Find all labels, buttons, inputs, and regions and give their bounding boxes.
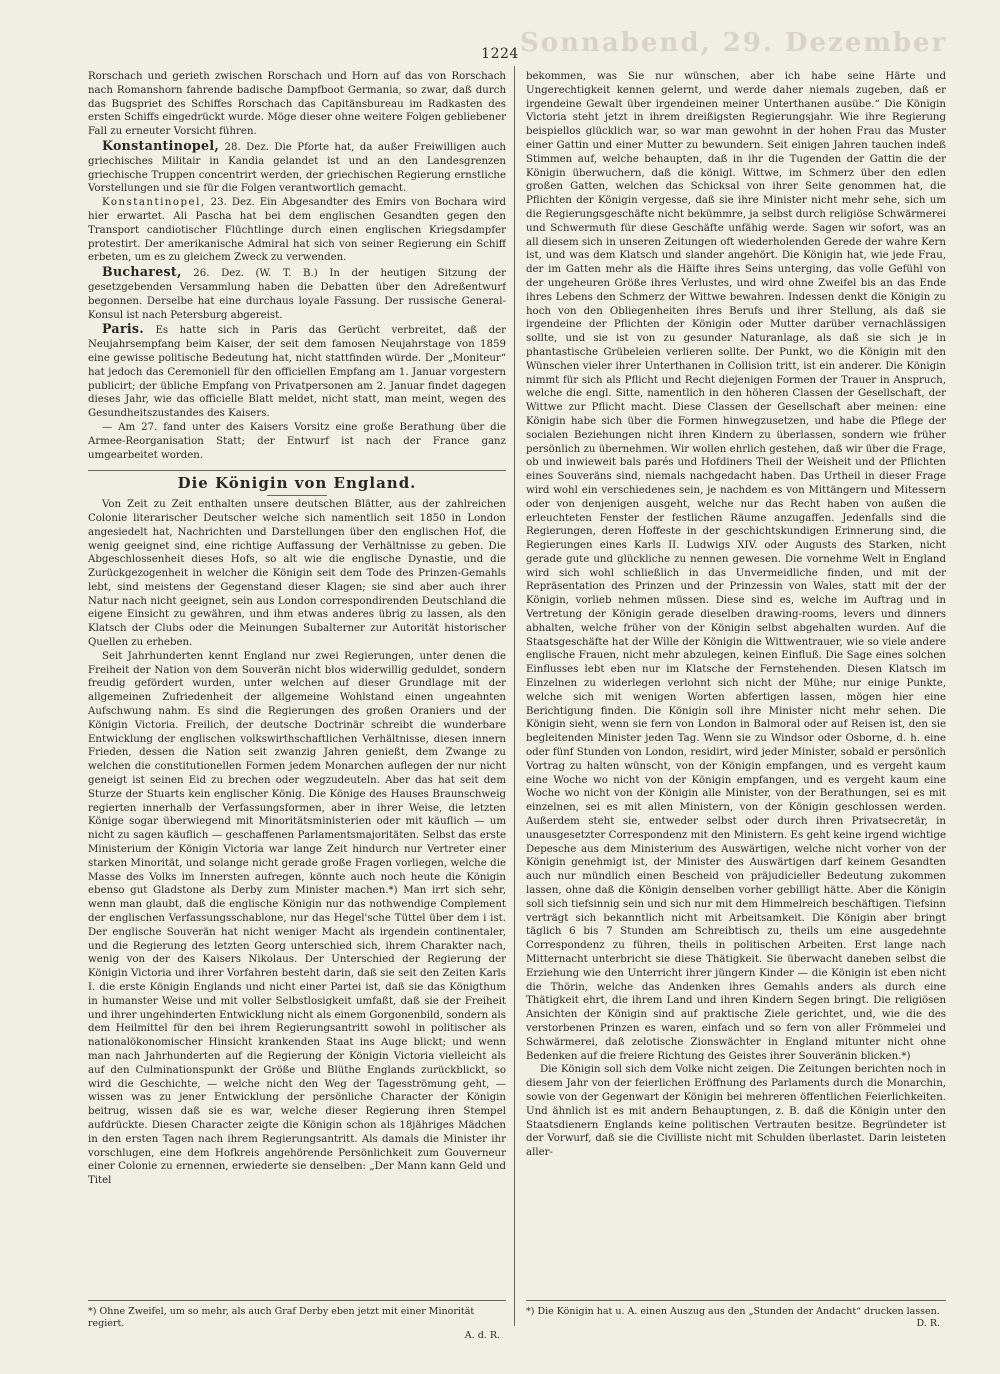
news-item-paris <box>88 322 506 421</box>
page-number: 1224 <box>481 46 519 62</box>
title-rule <box>267 495 327 496</box>
footnote-left <box>88 1306 506 1342</box>
footnote-rule-left <box>88 1300 506 1301</box>
news-text: Es hatte sich in Paris das Gerücht verbreitet, daß der Neujahrsempfang beim Kaiser, der seit dem famosen Neujahrstage von 1859 eine gewisse politische Bedeutung hat, nicht stattfinden würde. Der „Moniteur“ hat jedoch das Ceremoniell für den officiellen Empfang am 1. Januar vorgestern publicirt; der übliche Empfang von Privatpersonen am 2. Januar findet dagegen dieses Jahr, wie das officielle Blatt meldet, nicht statt, man meint, wegen des Gesundheitszustandes des Kaisers. <box>88 325 506 420</box>
article-paragraph-4: Die Königin soll sich dem Volke nicht zeigen. Die Zeitungen berichten noch in diesem Jahr von der feierlichen Eröffnung des Parlaments durch die Monarchin, sowie von der Gegenwart der Königin bei mehreren öffentlichen Feierlichkeiten. Und ähnlich ist es mit andern Behauptungen, z. B. daß die Königin unter den Staatsdienern Englands keine politischen Vertrauten besitze. Begründeter ist der Vorwurf, daß sie die Civilliste nicht mit Schulden überlastet. Darin leisteten aller- <box>526 1064 946 1159</box>
bleed-through-masthead: Sonnabend, 29. Dezember <box>520 28 948 58</box>
news-text: 28. Dez. Die Pforte hat, da außer Freiwilligen auch griechisches Militair in Kandia gelandet ist und an den Landesgrenzen griechische Truppen concentrirt werden, der griechischen Regierung ernstliche Vorstellungen und sie für die Folgen verantwortlich gemacht. <box>88 141 506 195</box>
footnote-signature: D. R. <box>916 1318 940 1329</box>
section-rule <box>88 470 506 471</box>
column-divider <box>514 66 515 1326</box>
news-text: 26. Dez. (W. T. B.) In der heutigen Sitzung der gesetzgebenden Versammlung haben die Debatten über den Adreßentwurf begonnen. Derselbe hat eine durchaus loyale Fassung. Der russische General-Konsul ist nach Petersburg abgereist. <box>88 268 506 321</box>
footnote-text: *) Die Königin hat u. A. einen Auszug aus den „Stunden der Andacht“ drucken lassen. <box>526 1306 940 1317</box>
news-item-paris-2: — Am 27. fand unter des Kaisers Vorsitz eine große Berathung über die Armee-Reorganisation Statt; der Entwurf ist nach der France ganz umgearbeitet worden. <box>88 421 506 461</box>
dateline: Bucharest, <box>102 264 182 280</box>
dateline: Konstantinopel, <box>102 137 220 153</box>
dateline: Paris. <box>102 321 144 337</box>
article-paragraph-2: Seit Jahrhunderten kennt England nur zwei Regierungen, unter denen die Freiheit der Nation von dem Souverän nicht blos widerwillig geduldet, sondern freudig gefördert wurden, unter welchen auf dieser Grundlage mit der allgemeinen Zufriedenheit der allgemeine Wohlstand einen ungeahnten Aufschwung nahm. Es sind die Regierungen des großen Oraniers und der Königin Victoria. Freilich, der deutsche Doctrinär schreibt die wunderbare Entwicklung der englischen volkswirthschaftlichen Verhältnisse, diesen innern Frieden, dessen die Nation seit zwanzig Jahren genießt, dem Zwange zu welchen die constitutionellen Formen jedem Monarchen auflegen der nur nicht geneigt ist seinen Eid zu brechen oder wegzudeuteln. Aber das hat seit dem Sturze der Stuarts kein englischer König. Die Könige des Hauses Braunschweig regierten innerhalb der Verfassungsformen, aber in ihrer Weise, die letzten Könige sogar überwiegend mit Minoritätsministerien oder mit käuflich — um nicht zu sagen käuflich — geschaffenen Parlamentsmajoritäten. Selbst das erste Ministerium der Königin Victoria war lange Zeit hindurch nur Vertreter einer starken Minorität, und solange nicht gerade große Fragen vorliegen, welche die Masse des Volks im Innersten aufregen, könnte auch noch heute die Königin ebenso gut Gladstone als Derby zum Minister machen.*) Man irrt sich sehr, wenn man glaubt, daß die englische Königin nur das nothwendige Complement der englischen Verfassungsschablone, nur das Hegel'sche Tüttel über dem i ist. Der englische Souverän hat nicht weniger Macht als irgendein continentaler, und die Regierung des letzten Georg unterschied sich, ihrem Charakter nach, wenig von der des Kaisers Nikolaus. Der Unterschied der Regierung der Königin Victoria und ihrer Vorfahren besteht darin, daß sie seit den Zeiten Karls I. die erste Königin Englands und nicht einer Partei ist, daß sie das Königthum in humanster Weise und mit voller Selbstlosigkeit umfaßt, daß sie der Freiheit und ihrer ungehinderten Entwicklung nicht als einem Gorgonenbild, sondern als dem Heilmittel für den bei ihrem Regierungsantritt sowohl in politischer als nationalökonomischer Hinsicht krankenden Staat ins Auge blickt; und wenn man nach Jahrhunderten auf die Regierung der Königin Victoria vielleicht als auf den Culminationspunkt der Größe und Blüthe Englands zurückblickt, so wird die Geschichte, — welche nicht den Weg der Tagesströmung geht, — wissen was zu jener Entwicklung der persönliche Character der Königin beitrug, wissen daß sie es war, welche dieser Regierung ihren Stempel aufdrückte. Diesen Character zeigte die Königin schon als 18jähriges Mädchen in den ersten Tagen nach ihrem Regierungsantritt. Als damals die Minister ihr vorschlugen, eine dem Hofkreis angehörende Persönlichkeit zum Gouverneur einer Colonie zu ernennen, erwiederte sie denselben: „Der Mann kann Geld und Titel <box>88 650 506 1187</box>
news-item-bucharest <box>88 265 506 322</box>
right-column <box>526 70 946 1302</box>
article-title: Die Königin von England. <box>177 474 417 493</box>
article-paragraph-3: bekommen, was Sie nur wünschen, aber ich habe seine Härte und Ungerechtigkeit kennen gelernt, und werde daher niemals zugeben, daß er irgendeine Gewalt über irgendeinen meiner Unterthanen ausübe.“ Die Königin Victoria steht jetzt in ihrem dreißigsten Regierungsjahr. Wie ihre Regierung beispiellos glücklich war, so war man gewohnt in der hohen Frau das Muster einer Gattin und einer Mutter zu bewundern. Seit einigen Jahren tauchen indeß Stimmen auf, welche behaupten, daß in ihr die Tugenden der Gattin die der Königin überwuchern, daß die königl. Wittwe, im Schmerz über den edlen großen Gatten, welchen das Schicksal von ihrer Seite genommen hat, die Pflichten der Königin vergesse, daß sie ihre Minister nicht mehr sehe, sich um die Regierungsgeschäfte nicht bekümmre, ja selbst durch religiöse Schwärmerei und Schwermuth für diese Geschäfte unfähig werde. Sagen wir sofort, was an all diesem sich in unseren Zeitungen oft wiederholenden Gerede der wahre Kern ist, und was dem Klatsch und slander angehört. Die Königin hat, wie jede Frau, der im Gatten mehr als die Hälfte ihres Seins unterging, das volle Gefühl von der ungeheuren Größe ihres Verlustes, und wird ohne Zweifel bis an das Ende ihres Lebens den Schmerz der Wittwe bewahren. Indessen denkt die Königin zu hoch von den Obliegenheiten ihres Berufs und ihrer Stellung, als daß sie irgendeine der Pflichten der Königin oder Mutter darüber vernachlässigen sollte, und sie ist von zu gesunder Naturanlage, als daß sie sich je in phantastische Grübeleien verlieren sollte. Der Punkt, wo die Königin mit den Wünschen vieler ihrer Unterthanen in Collision tritt, ist ein anderer. Die Königin nimmt für sich als Pflicht und Recht diejenigen Formen der Trauer in Anspruch, welche die engl. Sitte, namentlich in den höheren Classen der Gesellschaft, der Wittwe zur Pflicht macht. Diese Classen der Gesellschaft aber meinen: eine Königin habe sich über die Formen hinwegzusetzen, und habe die Pflege der socialen Beziehungen nicht ihren Kindern zu überlassen, sondern wie früher persönlich zu übernehmen. Wir wollen ehrlich gestehen, daß wir über die Frage, ob und inwieweit bals parés und Hofdiners Theil der Weisheit und der Pflichten eines Souveräns sind, niemals nachgedacht haben. Das Urtheil in dieser Frage wird wohl ein verschiedenes sein, je nachdem es von Mittängern und Mitessern oder von denjenigen ausgeht, welche nur das Recht haben von außen die erleuchteten Fenster der festlichen Räume anzugaffen. Jedenfalls sind die Regierungen, deren Hoffeste in der geschichtskundigen Erinnerung sind, die Regierungen eines Karls II. Ludwigs XIV. oder Augusts des Starken, nicht gerade gute und glückliche zu nennen gewesen. Die vornehme Welt in England wird sich wohl schließlich in das Unvermeidliche finden, und mit der Repräsentation des Prinzen und der Prinzessin von Wales, statt mit der der Königin, vorlieb nehmen müssen. Diese sind es, welche im Auftrag und in Vertretung der Königin gerade dieselben drawing-rooms, levers und dinners abhalten, welche früher von der Königin selbst abgehalten wurden. Auf die Staatsgeschäfte hat der Wille der Königin die Wittwentrauer, wie so viele andere englische Frauen, nicht mehr abzulegen, keinen Einfluß. Die Sage eines solchen Einflusses lebt eben nur im Klatsche der Fernstehenden. Diesen Klatsch im Einzelnen zu widerlegen verlohnt sich nicht der Mühe; nur einige Punkte, welche sich mit wenigen Worten abfertigen lassen, mögen hier eine Berichtigung finden. Die Königin soll ihre Minister nicht mehr sehen. Die Königin sieht, wenn sie fern von London in Balmoral oder auf Reisen ist, den sie begleitenden Minister jeden Tag. Wenn sie zu Windsor oder Osborne, d. h. eine oder fünf Stunden von London, residirt, wird jeder Minister, sobald er persönlich Vortrag zu halten wünscht, von der Königin empfangen, und es vergeht kaum eine Woche wo nicht von der Königin empfangen, und es vergeht kaum eine Woche wo nicht von der Königin alle Minister, von der Berathungen, sei es mit einzelnen, sei es mit allen Ministern, von der Königin geschlossen werden. Außerdem steht sie, entweder selbst oder durch ihren Privatsecretär, in unausgesetzter Correspondenz mit den Ministern. Es geht keine irgend wichtige Depesche aus dem Ministerium des Auswärtigen, welche nicht vorher von der Königin genehmigt ist, der Minister des Auswärtigen darf keinem Gesandten auch nur mündlich einen Bescheid von präjudicieller Bedeutung zukommen lassen, ohne daß die Königin denselben vorher gebilligt hätte. Aber die Königin soll sich tiefsinnig sein und sich nur mit dem Himmelreich beschäftigen. Tiefsinn verträgt sich bekanntlich nicht mit Arbeitsamkeit. Die Königin aber bringt täglich 6 bis 7 Stunden am Schreibtisch zu, theils um eine ausgedehnte Correspondenz zu führen, theils in politischen Arbeiten. Erst lange nach Mitternacht unterbricht sie diese Thätigkeit. Sie überwacht daneben selbst die Erziehung wie den Unterricht ihrer jüngern Kinder — die Königin ist eben nicht die Thörin, welche das Andenken ihres Gemahls anders als durch eine Thätigkeit ehrt, die ihrem Land und ihren Kindern Segen bringt. Die religiösen Ansichten der Königin sind auf praktische Ziele gerichtet, und, wie die des verstorbenen Prinzen es waren, einfach und so fern von aller Frömmelei und Schwärmerei, daß zelotische Zionswächter in England mitunter nicht ohne Bedenken auf die freiere Richtung des Geistes ihrer Souveränin blicken.*) <box>526 71 946 1062</box>
footnote-rule-right <box>526 1300 946 1301</box>
article-continuation: Rorschach und gerieth zwischen Rorschach und Horn auf das von Rorschach nach Romanshorn fahrende badische Dampfboot Germania, so zwar, daß durch das Bugspriet des Schiffes Rorschach das Capitänsbureau im Radkasten des ersten Schiffs eingedrückt wurde. Möge dieser ohne weitere Folgen gebliebener Fall zu erneuter Vorsicht führen. <box>88 71 506 138</box>
footnote-text: *) Ohne Zweifel, um so mehr, als auch Graf Derby eben jetzt mit einer Minorität regiert. <box>88 1306 475 1329</box>
news-item-konstantinopel-2 <box>88 196 506 265</box>
news-item-konstantinopel <box>88 139 506 196</box>
article-paragraph-1: Von Zeit zu Zeit enthalten unsere deutschen Blätter, aus der zahlreichen Colonie literarischer Deutscher welche sich namentlich seit 1850 in London angesiedelt hat, Nachrichten und Darstellungen über den englischen Hof, die wenig geeignet sind, eine richtige Auffassung der Verhältnisse zu geben. Die Abgeschlossenheit dieses Hofs, so alt wie die englische Dynastie, und die Zurückgezogenheit in welcher die Königin seit dem Tode des Prinzen-Gemahls lebt, sind meistens der Gegenstand dieser Klagen; sie sind aber auch ihrer Natur nach nicht geeignet, sein aus London correspondirenden Deutschland die eigene Einsicht zu gewähren, und ihm etwas anderes übrig zu lassen, als den Klatsch der Clubs oder die Meinungen Subalterner zur Autorität historischer Quellen zu erheben. <box>88 499 506 649</box>
footnote-right <box>526 1306 946 1330</box>
news-text: 23. Dez. Ein Abgesandter des Emirs von Bochara wird hier erwartet. Ali Pascha hat bei dem englischen Gesandten gegen den Transport candiotischer Flüchtlinge durch einen englischen Kriegsdampfer protestirt. Der amerikanische Admiral hat sich von seiner Regierung ein Schiff erbeten, um es zu gleichem Zweck zu verwenden. <box>88 197 506 264</box>
left-column <box>88 70 506 1302</box>
dateline: Konstantinopel, <box>102 197 206 209</box>
footnote-signature: A. d. R. <box>464 1330 500 1341</box>
